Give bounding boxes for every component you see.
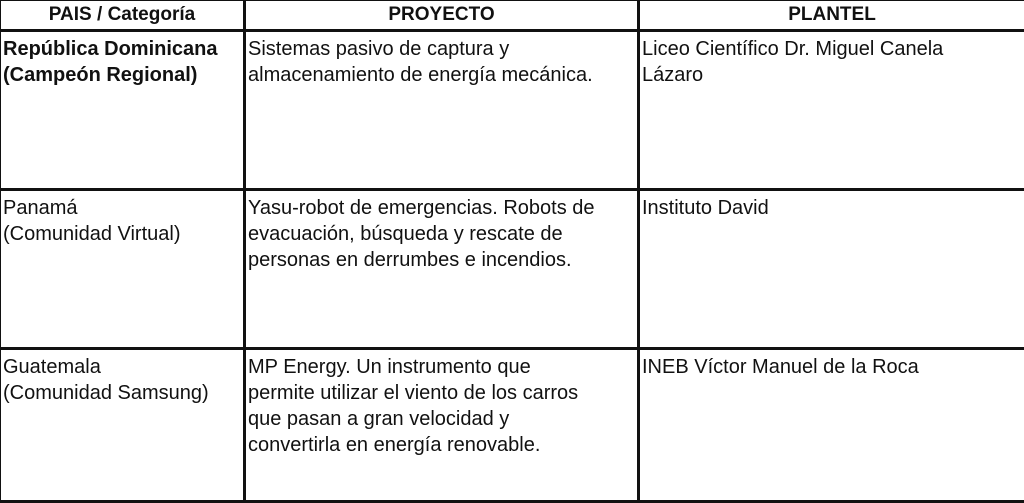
table-row	[0, 31, 1024, 190]
project-text-line: que pasan a gran velocidad y	[248, 406, 635, 432]
table-row	[0, 190, 1024, 349]
category-label: (Campeón Regional)	[3, 62, 241, 88]
project-cell	[245, 349, 639, 502]
category-label: (Comunidad Samsung)	[3, 380, 241, 406]
school-text-line: Instituto David	[642, 195, 1022, 221]
project-text-line: MP Energy. Un instrumento que	[248, 354, 635, 380]
header-row	[0, 0, 1024, 31]
project-text-line: convertirla en energía renovable.	[248, 432, 635, 458]
project-cell	[245, 31, 639, 190]
school-text-line: Lázaro	[642, 62, 1022, 88]
project-text-line: evacuación, búsqueda y rescate de	[248, 221, 635, 247]
table-row	[0, 349, 1024, 502]
country-cell	[0, 190, 245, 349]
header-school: PLANTEL	[639, 0, 1024, 31]
project-text-line: permite utilizar el viento de los carros	[248, 380, 635, 406]
school-cell	[639, 349, 1024, 502]
project-text-line: personas en derrumbes e incendios.	[248, 247, 635, 273]
project-text-line: Sistemas pasivo de captura y	[248, 36, 635, 62]
country-name: Guatemala	[3, 354, 241, 380]
school-text-line: INEB Víctor Manuel de la Roca	[642, 354, 1022, 380]
country-cell	[0, 31, 245, 190]
school-cell	[639, 31, 1024, 190]
category-label: (Comunidad Virtual)	[3, 221, 241, 247]
header-project: PROYECTO	[245, 0, 639, 31]
school-cell	[639, 190, 1024, 349]
header-country-category: PAIS / Categoría	[0, 0, 245, 31]
project-text-line: almacenamiento de energía mecánica.	[248, 62, 635, 88]
project-cell	[245, 190, 639, 349]
country-cell	[0, 349, 245, 502]
project-text-line: Yasu-robot de emergencias. Robots de	[248, 195, 635, 221]
country-name: República Dominicana	[3, 36, 241, 62]
country-name: Panamá	[3, 195, 241, 221]
school-text-line: Liceo Científico Dr. Miguel Canela	[642, 36, 1022, 62]
